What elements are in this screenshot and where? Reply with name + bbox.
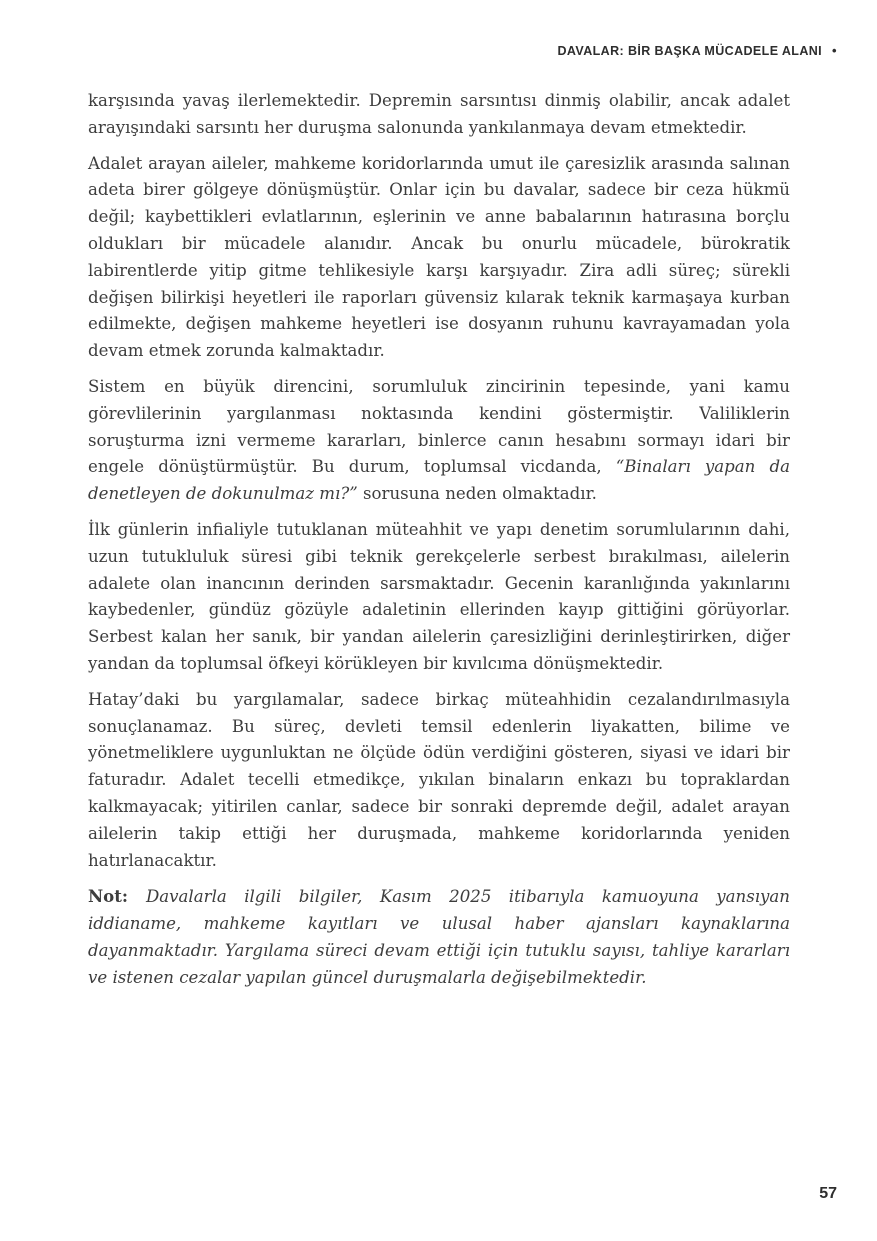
paragraph-segment: Davalarla ilgili bilgiler, Kasım 2025 itibarıyla kamuoyuna yansıyan iddianame, mahkeme kayıtları ve ulusal haber ajansları kaynaklarına dayanmaktadır. Yargılama süreci devam ettiği için tutuklu sayısı, tahliye kararları ve istenen cezalar yapılan güncel duruşmalarla değişebilmektedir.	[88, 887, 790, 987]
paragraph	[88, 517, 790, 678]
paragraph-segment: İlk günlerin infialiyle tutuklanan müteahhit ve yapı denetim sorumlularının dahi, uzun tutukluluk süresi gibi teknik gerekçelerle serbest bırakılması, ailelerin adalete olan inancının derinden sarsmaktadır. Gecenin karanlığında yakınlarını kaybedenler, gündüz gözüyle adaletinin ellerinden kayıp gittiğini görüyorlar. Serbest kalan her sanık, bir yandan ailelerin çaresizliğini derinleştirirken, diğer yandan da toplumsal öfkeyi körükleyen bir kıvılcıma dönüşmektedir.	[88, 519, 790, 673]
paragraph	[88, 883, 790, 991]
page-number: 57	[819, 1185, 837, 1202]
running-header-title: DAVALAR: BİR BAŞKA MÜCADELE ALANI	[557, 44, 823, 58]
paragraph-segment: Hatay’daki bu yargılamalar, sadece birkaç müteahhidin cezalandırılmasıyla sonuçlanamaz. Bu süreç, devleti temsil edenlerin liyakatten, bilime ve yönetmeliklere uygunluktan ne ölçüde ödün verdiğini gösteren, siyasi ve idari bir faturadır. Adalet tecelli etmedikçe, yıkılan binaların enkazı bu topraklardan kalkmayacak; yitirilen canlar, sadece bir sonraki depremde değil, adalet arayan ailelerin takip ettiği her duruşmada, mahkeme koridorlarında yeniden hatırlanacaktır.	[88, 689, 790, 870]
bullet-icon: •	[832, 42, 837, 58]
paragraph-segment: Not:	[88, 886, 146, 907]
paragraph	[88, 374, 790, 508]
running-header	[557, 44, 837, 58]
paragraph-segment: “Binaları yapan da denetleyen de dokunulmaz mı?”	[88, 457, 790, 504]
paragraph	[88, 151, 790, 365]
paragraph-segment: karşısında yavaş ilerlemektedir. Depremin sarsıntısı dinmiş olabilir, ancak adalet arayışındaki sarsıntı her duruşma salonunda yankılanmaya devam etmektedir.	[88, 91, 790, 137]
paragraph-segment: sorusuna neden olmaktadır.	[357, 484, 597, 504]
paragraph	[88, 88, 790, 142]
body-text	[88, 88, 790, 1001]
paragraph-segment: Adalet arayan aileler, mahkeme koridorlarında umut ile çaresizlik arasında salınan adeta birer gölgeye dönüşmüştür. Onlar için bu davalar, sadece bir ceza hükmü değil; kaybettikleri evlatlarının, eşlerinin ve anne babalarının hatırasına borçlu oldukları bir mücadele alanıdır. Ancak bu onurlu mücadele, bürokratik labirentlerde yitip gitme tehlikesiyle karşı karşıyadır. Zira adli süreç; sürekli değişen bilirkişi heyetleri ile raporları güvensiz kılarak teknik karmaşaya kurban edilmekte, değişen mahkeme heyetleri ise dosyanın ruhunu kavrayamadan yola devam etmek zorunda kalmaktadır.	[88, 153, 790, 361]
paragraph	[88, 687, 790, 875]
paragraph-segment: Sistem en büyük direncini, sorumluluk zincirinin tepesinde, yani kamu görevlilerinin yargılanması noktasında kendini göstermiştir. Valiliklerin soruşturma izni vermeme kararları, binlerce canın hesabını sormayı idari bir engele dönüştürmüştür. Bu durum, toplumsal vicdanda,	[88, 376, 790, 477]
